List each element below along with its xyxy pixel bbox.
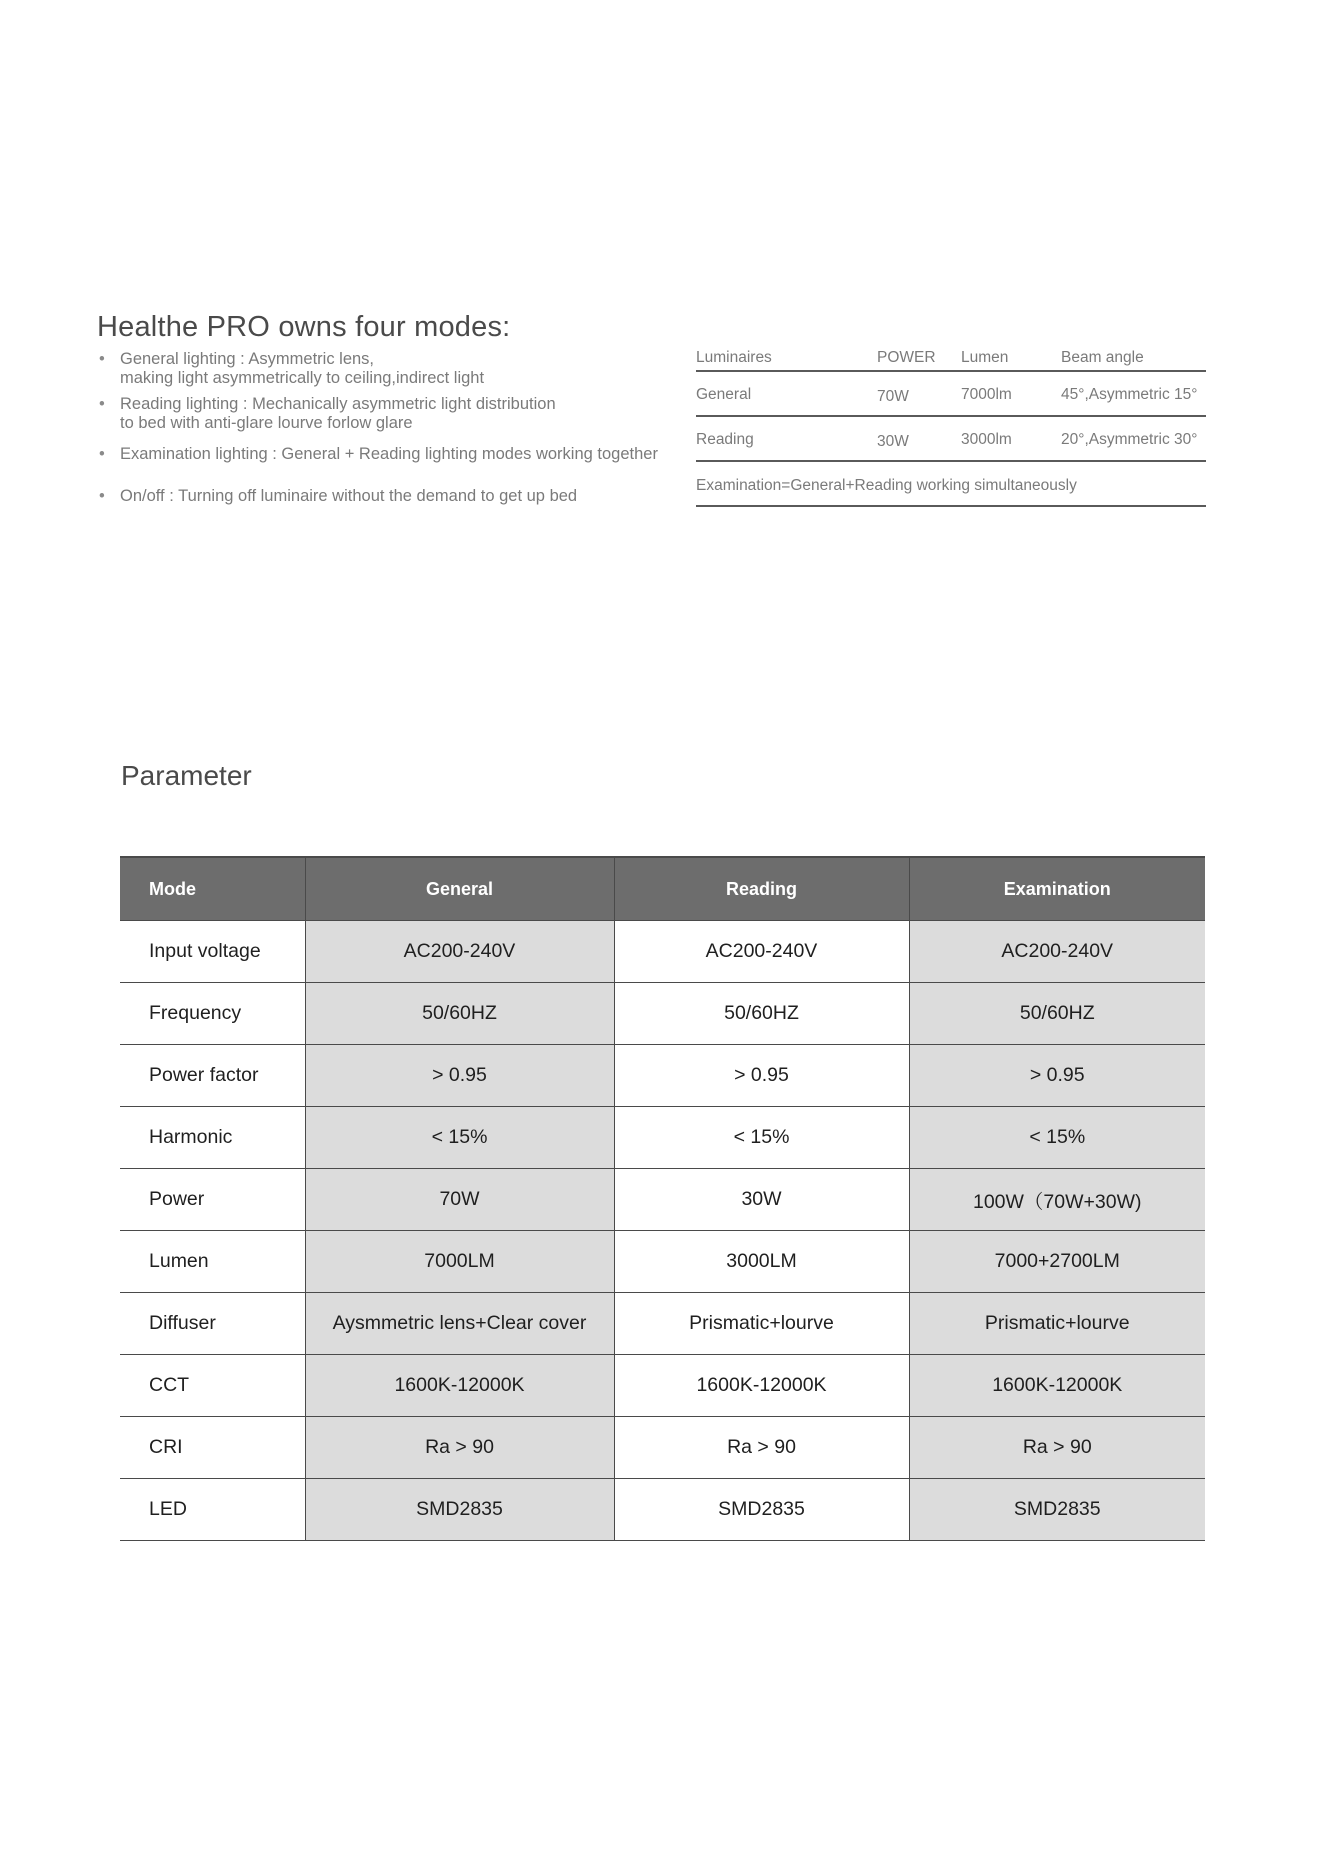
mode-item-line: making light asymmetrically to ceiling,indirect light <box>120 369 485 387</box>
spec-cell: 20°,Asymmetric 30° <box>1061 431 1198 448</box>
header-reading: Reading <box>614 857 909 921</box>
table-row <box>120 1045 1205 1107</box>
spec-header-row <box>696 347 1206 372</box>
row-label: Lumen <box>120 1231 305 1293</box>
bullet-icon: • <box>99 445 105 463</box>
cell-examination: SMD2835 <box>909 1479 1205 1541</box>
bullet-icon: • <box>99 350 105 368</box>
spec-header-power: POWER <box>877 349 936 366</box>
parameter-title: Parameter <box>121 760 252 791</box>
row-label: Frequency <box>120 983 305 1045</box>
cell-examination: < 15% <box>909 1107 1205 1169</box>
cell-examination: > 0.95 <box>909 1045 1205 1107</box>
cell-general: Ra > 90 <box>305 1417 614 1479</box>
header-examination: Examination <box>909 857 1205 921</box>
cell-reading: SMD2835 <box>614 1479 909 1541</box>
spec-cell: 3000lm <box>961 431 1012 448</box>
header-general: General <box>305 857 614 921</box>
cell-reading: 50/60HZ <box>614 983 909 1045</box>
mode-item-line: to bed with anti-glare lourve forlow glare <box>120 414 413 432</box>
cell-examination: 100W（70W+30W) <box>909 1169 1205 1231</box>
mode-item-examination <box>97 445 658 464</box>
row-label: Input voltage <box>120 921 305 983</box>
table-row <box>120 1169 1205 1231</box>
bullet-icon: • <box>99 395 105 413</box>
table-row <box>120 1293 1205 1355</box>
spec-note: Examination=General+Reading working simultaneously <box>696 477 1077 494</box>
spec-cell: General <box>696 386 752 403</box>
spec-note-row <box>696 462 1206 507</box>
mode-item-line: General lighting : Asymmetric lens, <box>120 350 375 368</box>
cell-reading: < 15% <box>614 1107 909 1169</box>
mode-item-line: On/off : Turning off luminaire without the demand to get up bed <box>120 487 578 505</box>
spec-row-general <box>696 372 1206 417</box>
cell-reading: > 0.95 <box>614 1045 909 1107</box>
table-row <box>120 1355 1205 1417</box>
cell-general: SMD2835 <box>305 1479 614 1541</box>
mode-item-line: Examination lighting : General + Reading lighting modes working together <box>120 445 658 463</box>
mode-item-reading <box>97 395 556 433</box>
spec-cell: 70W <box>877 388 909 405</box>
cell-examination: 50/60HZ <box>909 983 1205 1045</box>
table-row <box>120 983 1205 1045</box>
cell-examination: Ra > 90 <box>909 1417 1205 1479</box>
parameter-table <box>120 856 1205 1541</box>
spec-header-beam-angle: Beam angle <box>1061 349 1144 366</box>
modes-title: Healthe PRO owns four modes: <box>97 311 511 343</box>
mode-item-line: Reading lighting : Mechanically asymmetric light distribution <box>120 395 556 413</box>
row-label: CCT <box>120 1355 305 1417</box>
mode-item-onoff <box>97 487 577 506</box>
spec-cell: Reading <box>696 431 754 448</box>
bullet-icon: • <box>99 487 105 505</box>
spec-cell: 30W <box>877 433 909 450</box>
cell-general: 70W <box>305 1169 614 1231</box>
row-label: Power <box>120 1169 305 1231</box>
table-row <box>120 1479 1205 1541</box>
row-label: LED <box>120 1479 305 1541</box>
spec-row-reading <box>696 417 1206 462</box>
cell-examination: Prismatic+lourve <box>909 1293 1205 1355</box>
cell-reading: 3000LM <box>614 1231 909 1293</box>
cell-general: 1600K-12000K <box>305 1355 614 1417</box>
row-label: CRI <box>120 1417 305 1479</box>
luminaire-spec-table <box>696 347 1206 507</box>
cell-general: 7000LM <box>305 1231 614 1293</box>
cell-general: > 0.95 <box>305 1045 614 1107</box>
cell-reading: Prismatic+lourve <box>614 1293 909 1355</box>
row-label: Diffuser <box>120 1293 305 1355</box>
table-row <box>120 1231 1205 1293</box>
cell-general: AC200-240V <box>305 921 614 983</box>
cell-examination: AC200-240V <box>909 921 1205 983</box>
parameter-header-row <box>120 857 1205 921</box>
cell-general: < 15% <box>305 1107 614 1169</box>
mode-item-general <box>97 350 484 388</box>
row-label: Power factor <box>120 1045 305 1107</box>
cell-general: 50/60HZ <box>305 983 614 1045</box>
spec-cell: 7000lm <box>961 386 1012 403</box>
cell-examination: 1600K-12000K <box>909 1355 1205 1417</box>
header-mode: Mode <box>120 857 305 921</box>
cell-reading: 30W <box>614 1169 909 1231</box>
spec-header-luminaires: Luminaires <box>696 349 772 366</box>
spec-header-lumen: Lumen <box>961 349 1009 366</box>
cell-examination: 7000+2700LM <box>909 1231 1205 1293</box>
row-label: Harmonic <box>120 1107 305 1169</box>
cell-reading: AC200-240V <box>614 921 909 983</box>
table-row <box>120 1417 1205 1479</box>
table-row <box>120 921 1205 983</box>
table-row <box>120 1107 1205 1169</box>
cell-reading: Ra > 90 <box>614 1417 909 1479</box>
spec-cell: 45°,Asymmetric 15° <box>1061 386 1198 403</box>
cell-reading: 1600K-12000K <box>614 1355 909 1417</box>
cell-general: Aysmmetric lens+Clear cover <box>305 1293 614 1355</box>
